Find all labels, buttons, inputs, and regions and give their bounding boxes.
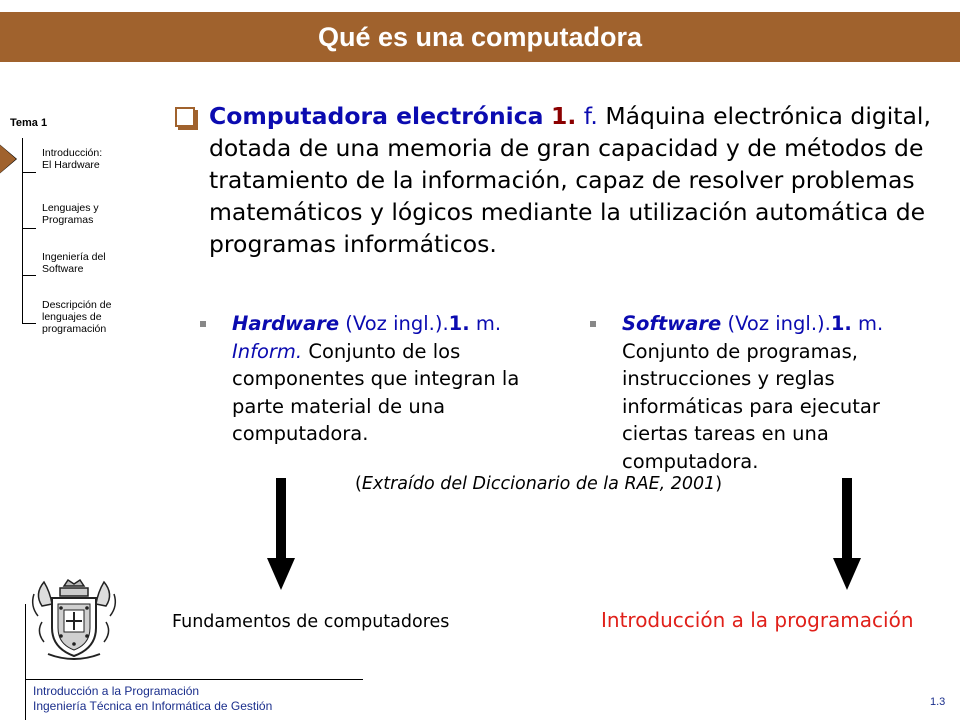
- hardware-term: Hardware: [232, 312, 340, 335]
- square-bullet-icon: [590, 321, 596, 327]
- definition-body: Máquina electrónica digital, dotada de una memoria de gran capacidad y de métodos de tratamiento de la información, capaz de resolver problemas matemáticos y lógicos mediante la utilización automática de programas informáticos.: [209, 102, 931, 258]
- definition-sense: 1.: [551, 102, 577, 130]
- page-number: 1.3: [930, 696, 946, 708]
- sidebar-line: [22, 138, 23, 323]
- square-bullet-icon: [200, 321, 206, 327]
- sidebar-item-lenguajes[interactable]: [42, 202, 157, 226]
- source-paren-open: (: [355, 474, 362, 494]
- software-term: Software: [622, 312, 722, 335]
- left-target-label: Fundamentos de computadores: [172, 612, 450, 632]
- square-bullet-icon: [175, 107, 195, 127]
- down-arrow-icon: [267, 478, 295, 593]
- sidebar-item-label: Ingeniería del: [42, 251, 106, 263]
- hardware-origin: (Voz ingl.).: [345, 312, 449, 335]
- sidebar-item-descripcion[interactable]: [42, 299, 157, 335]
- page-title: Qué es una computadora: [317, 21, 643, 52]
- sidebar-nav: [0, 110, 165, 340]
- hardware-sense: 1.: [448, 312, 470, 335]
- sidebar-item-label: Software: [42, 263, 84, 275]
- title-bar: [0, 12, 960, 62]
- software-definition: [590, 310, 920, 475]
- source-paren-close: ): [715, 474, 723, 494]
- hardware-category: m.: [475, 312, 502, 335]
- sidebar-tema-label: Tema 1: [10, 117, 48, 129]
- sidebar-tick: [22, 275, 36, 276]
- footer-vertical-rule: [25, 604, 26, 720]
- software-sense: 1.: [830, 312, 852, 335]
- hardware-definition: [200, 310, 530, 448]
- hardware-domain: Inform.: [232, 339, 303, 363]
- software-text: [622, 310, 920, 475]
- sidebar-item-label: El Hardware: [42, 159, 100, 171]
- sidebar-item-introduccion[interactable]: [42, 147, 157, 171]
- footer-degree: Ingeniería Técnica en Informática de Gestión: [33, 699, 273, 713]
- sidebar-tick: [22, 228, 36, 229]
- software-category: m.: [858, 312, 884, 335]
- footer-horizontal-rule: [25, 679, 363, 680]
- source-text: Extraído del Diccionario de la RAE, 2001: [361, 474, 716, 494]
- right-target-label: Introducción a la programación: [601, 608, 914, 632]
- hardware-body: Conjunto de los componentes que integran la parte material de una computadora.: [232, 339, 520, 445]
- sidebar-item-label: Lenguajes y: [42, 202, 99, 214]
- definition-term: Computadora electrónica: [209, 102, 544, 130]
- sidebar-item-label: Programas: [42, 214, 94, 226]
- sidebar-item-label: Introducción:: [42, 147, 103, 159]
- main-definition: [175, 100, 945, 260]
- source-citation: [355, 474, 722, 494]
- definition-category: f.: [583, 102, 598, 130]
- hardware-text: [232, 310, 530, 448]
- footer-course: Introducción a la Programación: [33, 684, 200, 698]
- sidebar-item-ingenieria[interactable]: [42, 251, 157, 275]
- sidebar-item-label: lenguajes de: [42, 311, 102, 323]
- sidebar-item-label: programación: [42, 323, 107, 335]
- software-body: Conjunto de programas, instrucciones y reglas informáticas para ejecutar ciertas tareas en una computadora.: [622, 339, 880, 473]
- footer: [33, 684, 272, 714]
- down-arrow-icon: [833, 478, 861, 593]
- sidebar-item-label: Descripción de: [42, 299, 112, 311]
- software-origin: (Voz ingl.).: [727, 312, 831, 335]
- definition-text: [209, 100, 945, 260]
- university-crest-icon: [28, 576, 120, 664]
- sidebar-tick: [22, 172, 36, 173]
- sidebar-tick: [22, 323, 36, 324]
- current-section-marker-icon: [0, 145, 16, 173]
